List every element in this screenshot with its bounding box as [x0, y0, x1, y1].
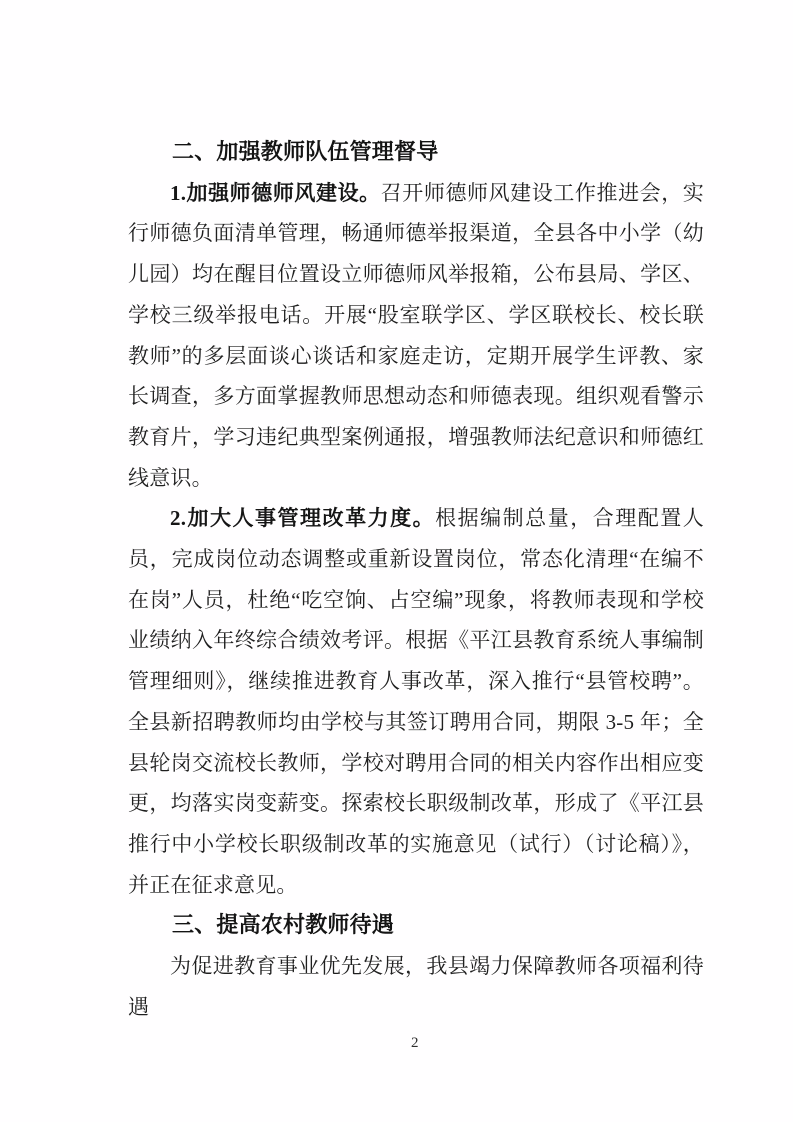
paragraph-body: 为促进教育事业优先发展，我县竭力保障教师各项福利待遇 [128, 954, 704, 1019]
paragraph-teacher-ethics [128, 173, 704, 499]
page-number: 2 [411, 1035, 419, 1051]
document-text-block [128, 132, 704, 1027]
paragraph-body: 根据编制总量，合理配置人员，完成岗位动态调整或重新设置岗位，常态化清理“在编不在岗”人员，杜绝“吃空饷、占空编”现象，将教师表现和学校业绩纳入年终综合绩效考评。根据《平江县教育系统人事编制管理细则》，继续推进教育人事改革，深入推行“县管校聘”。全县新招聘教师均由学校与其签订聘用合同，期限 3-5 年；全县轮岗交流校长教师，学校对聘用合同的相关内容作出相应变更，均落实岗变薪变。探索校长职级制改革，形成了《平江县推行中小学校长职级制改革的实施意见（试行）（讨论稿）》，并正在征求意见。 [128, 506, 704, 897]
paragraph-personnel-reform [128, 498, 704, 905]
section-heading-3: 三、提高农村教师待遇 [172, 912, 395, 938]
section-heading-2: 二、加强教师队伍管理督导 [172, 139, 439, 164]
paragraph-body: 召开师德师风建设工作推进会，实行师德负面清单管理，畅通师德举报渠道，全县各中小学（幼儿园）均在醒目位置设立师德师风举报箱，公布县局、学区、学校三级举报电话。开展“股室联学区、学区联校长、校长联教师”的多层面谈心谈话和家庭走访，定期开展学生评教、家长调查，多方面掌握教师思想动态和师德表现。组织观看警示教育片，学习违纪典型案例通报，增强教师法纪意识和师德红线意识。 [128, 180, 704, 490]
paragraph-lead: 1.加强师德师风建设。 [170, 180, 381, 205]
paragraph-rural-teacher-benefits [128, 946, 704, 1027]
paragraph-lead: 2.加大人事管理改革力度。 [170, 506, 436, 531]
